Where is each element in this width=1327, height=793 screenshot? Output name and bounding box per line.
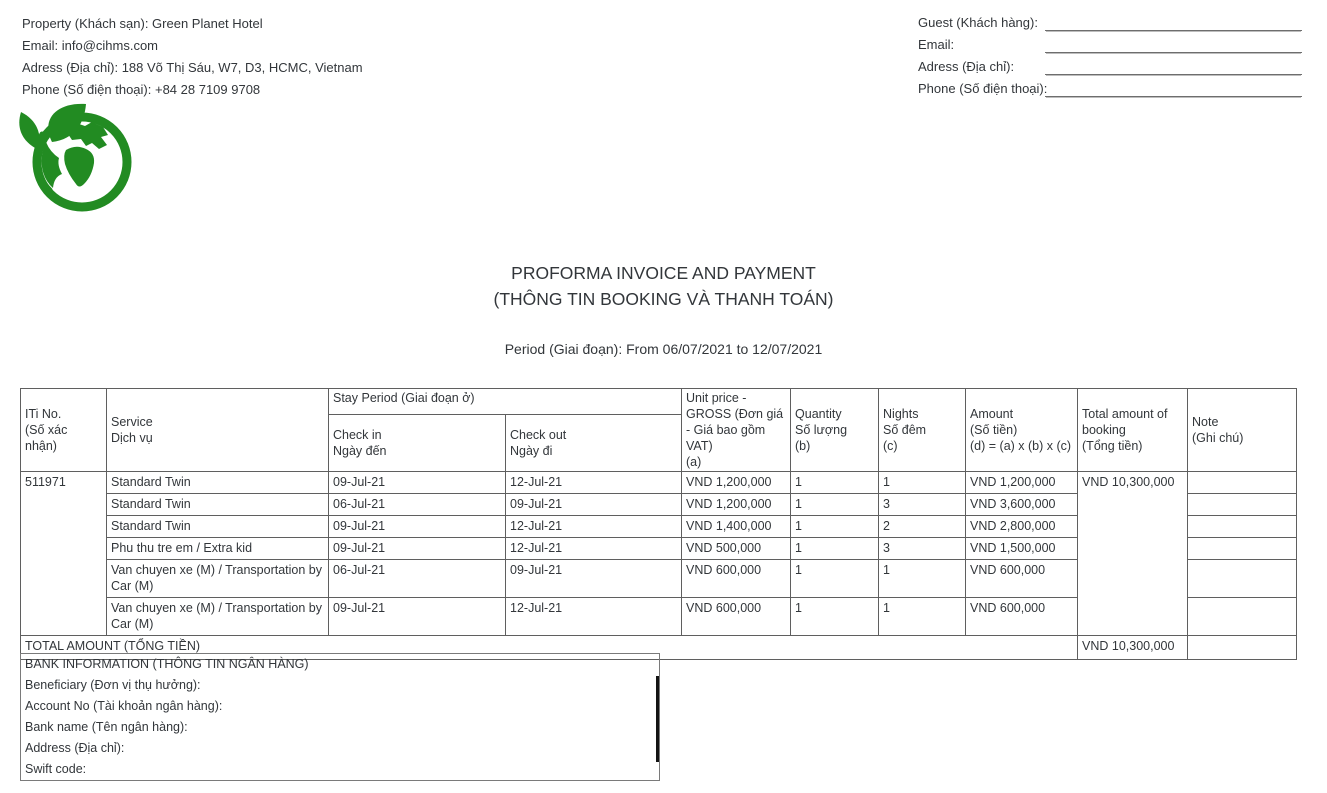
bank-address-line: Address (Địa chỉ):	[25, 741, 125, 755]
hotel-phone-line: Phone (Số điện thoại): +84 28 7109 9708	[22, 82, 261, 97]
nights-cell: 3	[879, 494, 966, 516]
bank-title: BANK INFORMATION (THÔNG TIN NGÂN HÀNG)	[25, 657, 309, 671]
guest-email-row	[918, 35, 1302, 57]
quantity-cell: 1	[791, 560, 879, 598]
service-cell: Van chuyen xe (M) / Transportation by Car (M)	[107, 560, 329, 598]
amount-cell: VND 1,200,000	[966, 472, 1078, 494]
check-in-cell: 09-Jul-21	[329, 472, 506, 494]
nights-cell: 1	[879, 598, 966, 636]
bank-beneficiary-line: Beneficiary (Đơn vị thụ hưởng):	[25, 678, 201, 692]
guest-phone-row	[918, 79, 1302, 101]
check-out-cell: 12-Jul-21	[506, 472, 682, 494]
service-cell: Van chuyen xe (M) / Transportation by Car (M)	[107, 598, 329, 636]
total-amount-label: TOTAL AMOUNT (TỔNG TIỀN)	[21, 636, 1078, 660]
scrollbar-thumb[interactable]	[656, 676, 659, 762]
note-cell	[1188, 598, 1297, 636]
check-out-cell: 12-Jul-21	[506, 516, 682, 538]
check-in-cell: 06-Jul-21	[329, 560, 506, 598]
total-amount-value: VND 10,300,000	[1078, 636, 1188, 660]
hotel-property-line: Property (Khách sạn): Green Planet Hotel	[22, 16, 263, 31]
header-check-out: Check out Ngày đi	[506, 415, 682, 472]
check-in-cell: 09-Jul-21	[329, 538, 506, 560]
hotel-info-block	[22, 13, 363, 101]
amount-cell: VND 600,000	[966, 598, 1078, 636]
bank-swift-code-line: Swift code:	[25, 762, 87, 776]
total-amount-note	[1188, 636, 1297, 660]
note-cell	[1188, 472, 1297, 494]
unit-price-cell: VND 1,400,000	[682, 516, 791, 538]
guest-address-row	[918, 57, 1302, 79]
amount-cell: VND 600,000	[966, 560, 1078, 598]
service-cell: Standard Twin	[107, 494, 329, 516]
hotel-email-line: Email: info@cihms.com	[22, 38, 159, 53]
period-line: Period (Giai đoạn): From 06/07/2021 to 12/07/2021	[504, 341, 823, 357]
amount-cell: VND 3,600,000	[966, 494, 1078, 516]
quantity-cell: 1	[791, 538, 879, 560]
header-unit-price: Unit price - GROSS (Đơn giá - Giá bao gồm VAT) (a)	[682, 389, 791, 472]
header-service: Service Dịch vụ	[107, 389, 329, 472]
unit-price-cell: VND 600,000	[682, 560, 791, 598]
note-cell	[1188, 516, 1297, 538]
bank-account-no-line: Account No (Tài khoản ngân hàng):	[25, 699, 223, 713]
unit-price-cell: VND 500,000	[682, 538, 791, 560]
check-in-cell: 06-Jul-21	[329, 494, 506, 516]
header-nights: Nights Số đêm (c)	[879, 389, 966, 472]
guest-address-label: Adress (Địa chỉ):	[918, 59, 1015, 74]
green-planet-logo	[6, 100, 141, 218]
header-stay-period: Stay Period (Giai đoạn ở)	[329, 389, 682, 415]
unit-price-cell: VND 600,000	[682, 598, 791, 636]
amount-cell: VND 2,800,000	[966, 516, 1078, 538]
guest-name-field[interactable]	[1045, 13, 1302, 31]
quantity-cell: 1	[791, 516, 879, 538]
header-quantity: Quantity Số lượng (b)	[791, 389, 879, 472]
service-cell: Phu thu tre em / Extra kid	[107, 538, 329, 560]
note-cell	[1188, 538, 1297, 560]
nights-cell: 3	[879, 538, 966, 560]
guest-name-label: Guest (Khách hàng):	[918, 15, 1038, 30]
quantity-cell: 1	[791, 598, 879, 636]
check-out-cell: 09-Jul-21	[506, 560, 682, 598]
note-cell	[1188, 560, 1297, 598]
bank-information-box	[20, 653, 660, 781]
header-note: Note (Ghi chú)	[1188, 389, 1297, 472]
hotel-address-line: Adress (Địa chỉ): 188 Võ Thị Sáu, W7, D3, HCMC, Vietnam	[22, 60, 363, 75]
iti-no-cell: 511971	[21, 472, 107, 636]
guest-info-block	[918, 13, 1302, 101]
guest-phone-field[interactable]	[1045, 79, 1302, 97]
quantity-cell: 1	[791, 494, 879, 516]
service-cell: Standard Twin	[107, 472, 329, 494]
amount-cell: VND 1,500,000	[966, 538, 1078, 560]
guest-address-field[interactable]	[1045, 57, 1302, 75]
unit-price-cell: VND 1,200,000	[682, 472, 791, 494]
title-line-1: PROFORMA INVOICE AND PAYMENT	[511, 263, 816, 283]
title-line-2: (THÔNG TIN BOOKING VÀ THANH TOÁN)	[493, 289, 834, 309]
guest-email-label: Email:	[918, 37, 955, 52]
service-cell: Standard Twin	[107, 516, 329, 538]
note-cell	[1188, 494, 1297, 516]
header-check-in: Check in Ngày đến	[329, 415, 506, 472]
nights-cell: 1	[879, 560, 966, 598]
guest-email-field[interactable]	[1045, 35, 1302, 53]
header-total-booking: Total amount of booking (Tổng tiền)	[1078, 389, 1188, 472]
nights-cell: 1	[879, 472, 966, 494]
check-out-cell: 09-Jul-21	[506, 494, 682, 516]
document-title	[0, 260, 1327, 312]
quantity-cell: 1	[791, 472, 879, 494]
check-out-cell: 12-Jul-21	[506, 538, 682, 560]
guest-name-row	[918, 13, 1302, 35]
invoice-table	[20, 388, 1297, 660]
globe-leaf-icon	[6, 100, 141, 218]
check-out-cell: 12-Jul-21	[506, 598, 682, 636]
header-iti-no: ITi No. (Số xác nhận)	[21, 389, 107, 472]
check-in-cell: 09-Jul-21	[329, 598, 506, 636]
bank-name-line: Bank name (Tên ngân hàng):	[25, 720, 188, 734]
total-booking-cell: VND 10,300,000	[1078, 472, 1188, 636]
unit-price-cell: VND 1,200,000	[682, 494, 791, 516]
nights-cell: 2	[879, 516, 966, 538]
table-row	[21, 472, 1297, 494]
header-amount: Amount (Số tiền) (d) = (a) x (b) x (c)	[966, 389, 1078, 472]
check-in-cell: 09-Jul-21	[329, 516, 506, 538]
guest-phone-label: Phone (Số điện thoại):	[918, 81, 1048, 96]
